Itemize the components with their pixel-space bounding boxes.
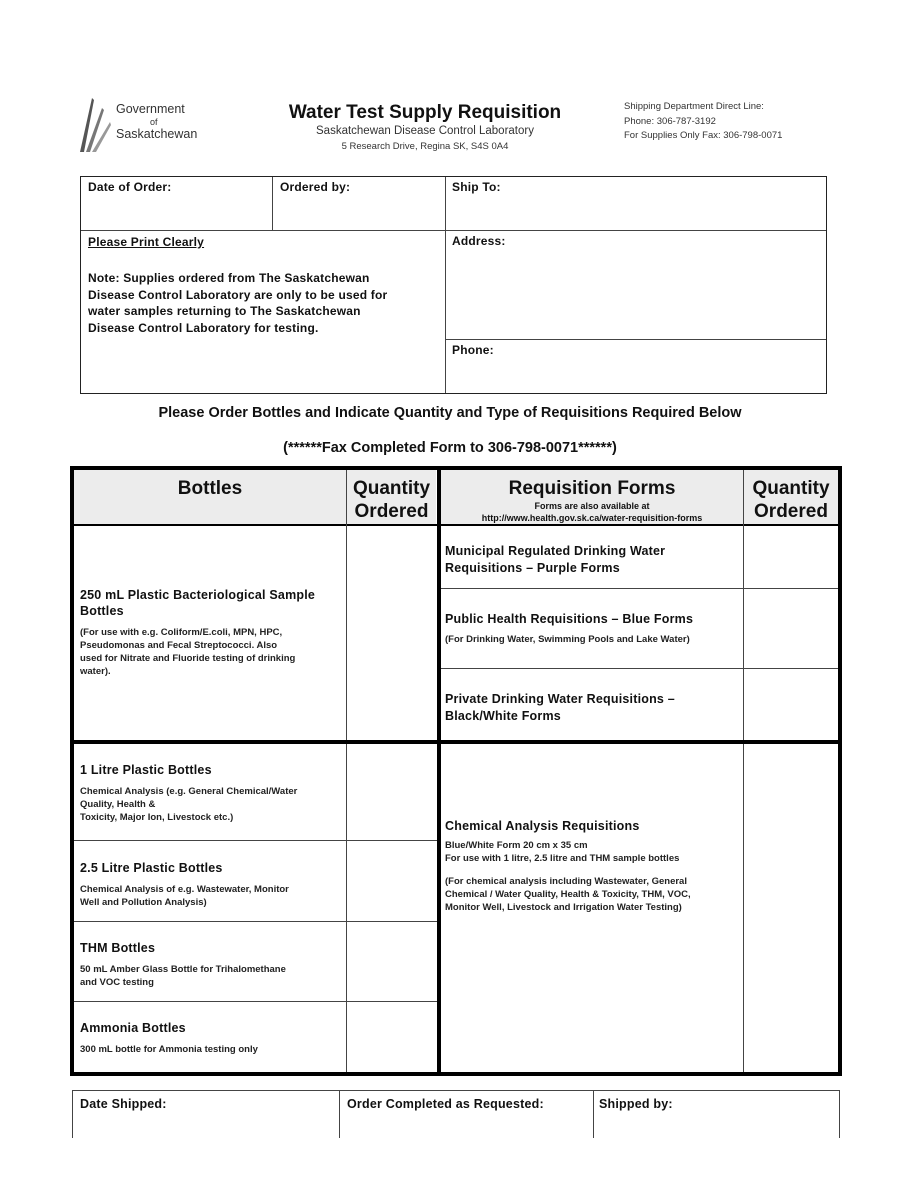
bottle-row-ammonia: Ammonia Bottles 300 mL bottle for Ammonia testing only	[80, 1021, 258, 1055]
quantity-input-ammonia[interactable]	[347, 1002, 437, 1072]
ship-to-field[interactable]: Ship To:	[452, 180, 501, 194]
quantity-input-chemical-forms[interactable]	[744, 744, 838, 1072]
form-row-public-health: Public Health Requisitions – Blue Forms (For Drinking Water, Swimming Pools and Lake Water)	[445, 612, 694, 645]
print-clearly-label: Please Print Clearly	[88, 235, 205, 249]
phone-field[interactable]: Phone:	[452, 343, 494, 357]
form-row-private-drinking: Private Drinking Water Requisitions – Black/White Forms	[445, 692, 675, 723]
fax-instructions: (******Fax Completed Form to 306-798-0071******)	[283, 440, 617, 456]
quantity-input-1-litre[interactable]	[347, 744, 437, 840]
quantity-input-private-forms[interactable]	[744, 669, 838, 740]
supply-note: Note: Supplies ordered from The Saskatchewan Disease Control Laboratory are only to be used for water samples returning to The Saskatchewan Disease Control Laboratory for testing.	[88, 271, 388, 335]
address-field[interactable]: Address:	[452, 234, 506, 248]
quantity-input-thm[interactable]	[347, 922, 437, 1001]
bottle-row-thm: THM Bottles 50 mL Amber Glass Bottle for Trihalomethane and VOC testing	[80, 941, 286, 988]
logo-wordmark: Government of Saskatchewan	[116, 102, 198, 141]
shipping-contact: Shipping Department Direct Line: Phone: 306-787-3192 For Supplies Only Fax: 306-798-0071	[624, 101, 783, 141]
order-completed-field[interactable]: Order Completed as Requested:	[347, 1097, 544, 1111]
page-title: Water Test Supply Requisition	[288, 102, 562, 123]
form-row-municipal: Municipal Regulated Drinking Water Requisitions – Purple Forms	[445, 544, 666, 575]
supply-order-table	[70, 466, 842, 1076]
date-of-order-field[interactable]: Date of Order:	[88, 180, 172, 194]
quantity-input-2-5-litre[interactable]	[347, 841, 437, 921]
bottles-quantity-header: Quantity Ordered	[352, 478, 431, 522]
wheat-logo-icon	[78, 96, 114, 154]
forms-quantity-header: Quantity Ordered	[752, 478, 830, 522]
order-info-box	[80, 176, 827, 394]
order-instructions: Please Order Bottles and Indicate Quantity and Type of Requisitions Required Below	[158, 405, 742, 421]
quantity-input-250ml[interactable]	[347, 526, 437, 740]
forms-column-header: Requisition Forms Forms are also available at http://www.health.gov.sk.ca/water-requisition-forms	[481, 478, 703, 523]
shipped-by-field[interactable]: Shipped by:	[599, 1097, 673, 1111]
quantity-input-municipal-forms[interactable]	[744, 526, 838, 588]
quantity-input-public-health-forms[interactable]	[744, 589, 838, 668]
bottle-row-1-litre: 1 Litre Plastic Bottles Chemical Analysis (e.g. General Chemical/Water Quality, Health & Toxicity, Major Ion, Livestock etc.)	[80, 763, 298, 823]
lab-address: 5 Research Drive, Regina SK, S4S 0A4	[341, 141, 509, 152]
bottle-row-250ml: 250 mL Plastic Bacteriological Sample Bottles (For use with e.g. Coliform/E.coli, MPN, HPC, Pseudomonas and Fecal Streptococci. Also used for Nitrate and Fluoride testing of drinking water).	[80, 588, 316, 677]
form-row-chemical-analysis: Chemical Analysis Requisitions Blue/White Form 20 cm x 35 cm For use with 1 litre, 2.5 litre and THM sample bottles (For chemical analysis including Wastewater, General Chemical / Water Quality, Health & Toxicity, THM, VOC, Monitor Well, Livestock and Irrigation Water Testing)	[445, 819, 691, 913]
lab-name: Saskatchewan Disease Control Laboratory	[316, 125, 534, 137]
bottles-column-header: Bottles	[177, 478, 243, 499]
date-shipped-field[interactable]: Date Shipped:	[80, 1097, 167, 1111]
shipping-footer	[72, 1090, 840, 1138]
government-logo	[78, 96, 208, 156]
bottle-row-2-5-litre: 2.5 Litre Plastic Bottles Chemical Analysis of e.g. Wastewater, Monitor Well and Pollution Analysis)	[80, 861, 289, 908]
ordered-by-field[interactable]: Ordered by:	[280, 180, 351, 194]
